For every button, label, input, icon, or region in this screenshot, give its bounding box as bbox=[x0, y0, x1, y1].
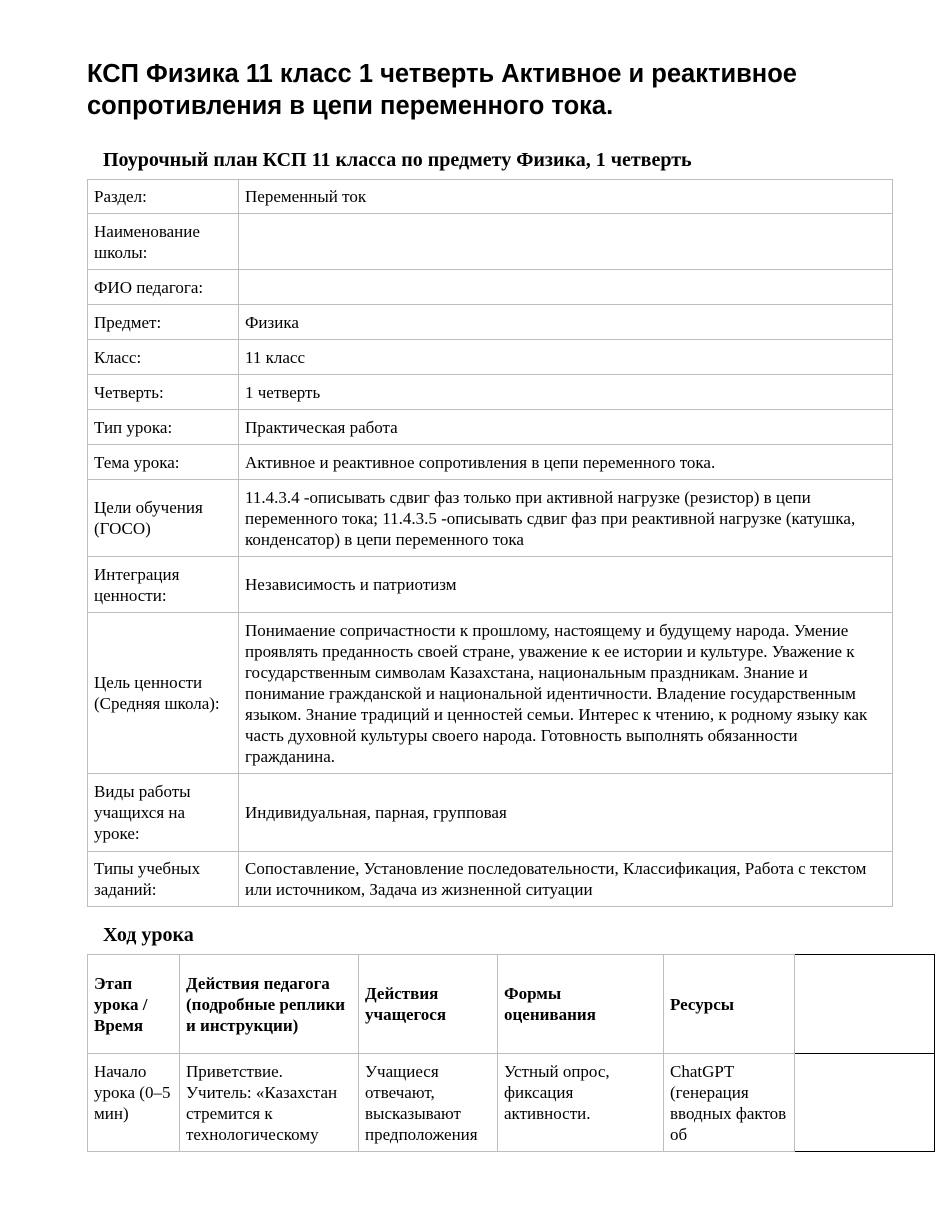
row-value: Практическая работа bbox=[239, 410, 893, 445]
lesson-course-table bbox=[87, 954, 935, 1152]
table-row bbox=[88, 480, 893, 557]
table-row bbox=[88, 1054, 935, 1152]
row-value: Независимость и патриотизм bbox=[239, 557, 893, 613]
header-extra bbox=[795, 955, 935, 1054]
row-value: Активное и реактивное сопротивления в цепи переменного тока. bbox=[239, 445, 893, 480]
header-stage: Этап урока / Время bbox=[88, 955, 180, 1054]
row-label: Четверть: bbox=[88, 375, 239, 410]
cell-resources: ChatGPT (генерация вводных фактов об bbox=[664, 1054, 795, 1152]
table-row bbox=[88, 410, 893, 445]
row-value: 1 четверть bbox=[239, 375, 893, 410]
row-label: Цель ценности (Средняя школа): bbox=[88, 613, 239, 774]
row-label: Раздел: bbox=[88, 180, 239, 214]
row-value: Физика bbox=[239, 305, 893, 340]
cell-extra bbox=[795, 1054, 935, 1152]
table-row bbox=[88, 340, 893, 375]
course-heading: Ход урока bbox=[103, 924, 194, 946]
table-row bbox=[88, 613, 893, 774]
row-label: Наименование школы: bbox=[88, 214, 239, 270]
table-row bbox=[88, 445, 893, 480]
table-row bbox=[88, 774, 893, 852]
row-label: Класс: bbox=[88, 340, 239, 375]
row-value: Индивидуальная, парная, групповая bbox=[239, 774, 893, 852]
cell-teacher-actions: Приветствие. Учитель: «Казахстан стремится к технологическому bbox=[180, 1054, 359, 1152]
plan-heading: Поурочный план КСП 11 класса по предмету Физика, 1 четверть bbox=[103, 149, 692, 171]
document-title: КСП Физика 11 класс 1 четверть Активное и реактивное сопротивления в цепи переменного тока. bbox=[87, 60, 797, 120]
table-header-row bbox=[88, 955, 935, 1054]
row-label: Тема урока: bbox=[88, 445, 239, 480]
row-label: Виды работы учащихся на уроке: bbox=[88, 774, 239, 852]
row-value bbox=[239, 214, 893, 270]
table-row bbox=[88, 305, 893, 340]
header-teacher-actions: Действия педагога (подробные реплики и инструкции) bbox=[180, 955, 359, 1054]
row-label: Тип урока: bbox=[88, 410, 239, 445]
lesson-info-table bbox=[87, 179, 893, 907]
cell-student-actions: Учащиеся отвечают, высказывают предположения bbox=[359, 1054, 498, 1152]
row-value: 11 класс bbox=[239, 340, 893, 375]
table-row bbox=[88, 180, 893, 214]
table-row bbox=[88, 852, 893, 907]
table-row bbox=[88, 557, 893, 613]
row-label: Цели обучения (ГОСО) bbox=[88, 480, 239, 557]
header-resources: Ресурсы bbox=[664, 955, 795, 1054]
row-label: ФИО педагога: bbox=[88, 270, 239, 305]
cell-stage: Начало урока (0–5 мин) bbox=[88, 1054, 180, 1152]
cell-assessment: Устный опрос, фиксация активности. bbox=[498, 1054, 664, 1152]
row-label: Предмет: bbox=[88, 305, 239, 340]
row-value: Понимаение сопричастности к прошлому, настоящему и будущему народа. Умение проявлять преданность своей стране, уважение к ее истории и культуре. Уважение к государственным символам Казахстана, национальным праздникам. Знание и понимание гражданской и национальной идентичности. Владение государственным языком. Знание традиций и ценностей семьи. Интерес к чтению, к родному языку как часть духовной культуры своего народа. Готовность выполнять обязанности гражданина. bbox=[239, 613, 893, 774]
row-label: Интеграция ценности: bbox=[88, 557, 239, 613]
header-student-actions: Действия учащегося bbox=[359, 955, 498, 1054]
table-row bbox=[88, 214, 893, 270]
table-row bbox=[88, 270, 893, 305]
row-value: 11.4.3.4 -описывать сдвиг фаз только при активной нагрузке (резистор) в цепи переменного тока; 11.4.3.5 -описывать сдвиг фаз при реактивной нагрузке (катушка, конденсатор) в цепи переменного тока bbox=[239, 480, 893, 557]
row-value: Сопоставление, Установление последовательности, Классификация, Работа с текстом или источником, Задача из жизненной ситуации bbox=[239, 852, 893, 907]
table-row bbox=[88, 375, 893, 410]
row-value bbox=[239, 270, 893, 305]
row-value: Переменный ток bbox=[239, 180, 893, 214]
header-assessment: Формы оценивания bbox=[498, 955, 664, 1054]
row-label: Типы учебных заданий: bbox=[88, 852, 239, 907]
